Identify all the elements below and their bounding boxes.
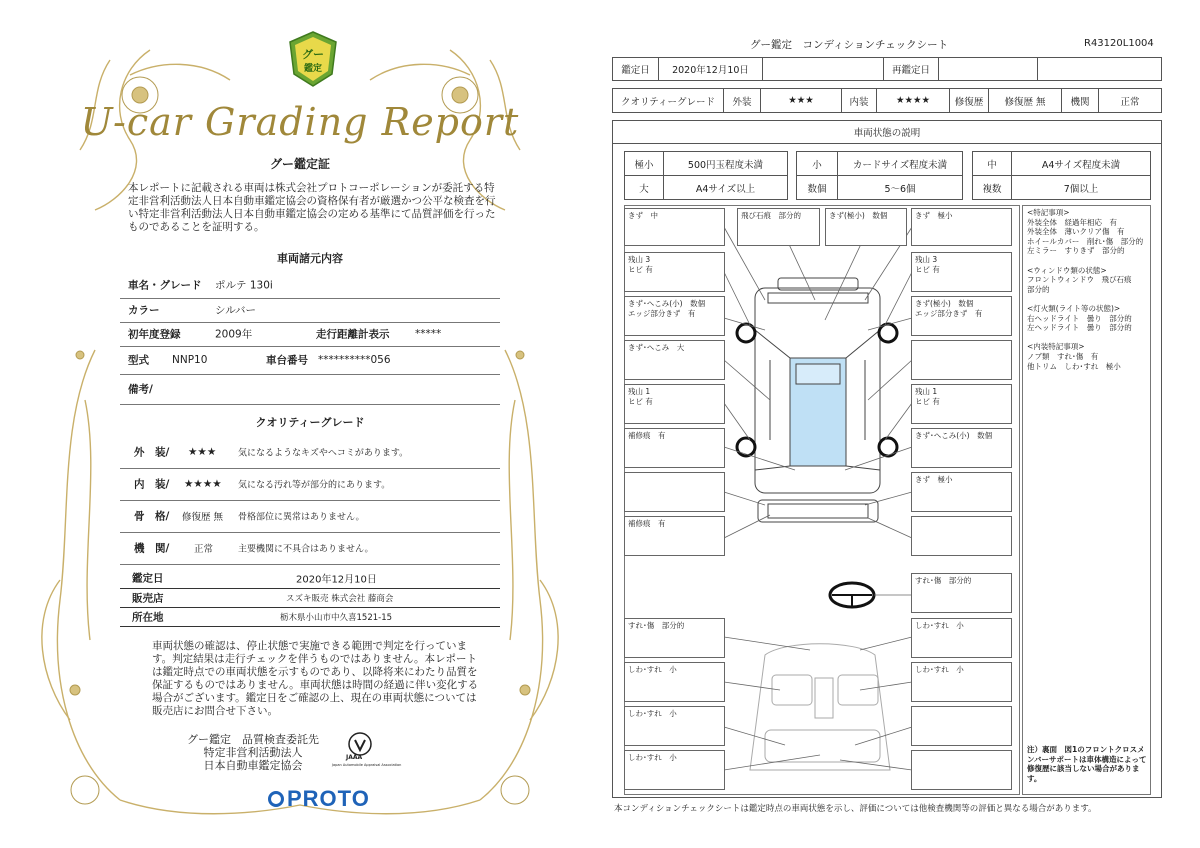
damage-box-right-6: きず 極小 <box>911 472 1012 512</box>
row-date <box>120 568 500 589</box>
damage-box-right-11 <box>911 706 1012 746</box>
color-value: シルバー <box>215 304 257 317</box>
row-engine <box>120 532 500 565</box>
damage-box-top-1: きず(極小) 数個 <box>825 208 907 246</box>
row-color <box>120 298 500 323</box>
goo-kantei-logo <box>286 30 340 88</box>
legend-key-3: 大 <box>624 175 664 200</box>
engine-label: 機 関/ <box>134 542 170 555</box>
damage-box-right-5: きず･へこみ(小) 数個 <box>911 428 1012 468</box>
year-value: 2009年 <box>215 328 253 341</box>
ext-value-cell: ★★★ <box>760 88 842 113</box>
damage-box-left-1: 残山 3 ヒビ 有 <box>624 252 725 292</box>
damage-box-right-12 <box>911 750 1012 790</box>
damage-box-left-3: きず･へこみ 大 <box>624 340 725 380</box>
interior-desc: 気になる汚れ等が部分的にあります。 <box>238 480 391 491</box>
model-value: ポルテ 130i <box>215 279 273 292</box>
type-label: 型式 <box>128 354 149 367</box>
quality-label-cell: クオリティーグレード <box>612 88 724 113</box>
chassis-value: **********056 <box>318 354 391 366</box>
damage-box-right-3 <box>911 340 1012 380</box>
report-title: U-car Grading Report <box>80 100 520 144</box>
damage-box-left-11: しわ･すれ 小 <box>624 750 725 790</box>
damage-box-left-0: きず 中 <box>624 208 725 246</box>
type-value: NNP10 <box>172 354 208 366</box>
quality-title: クオリティーグレード <box>255 416 365 429</box>
damage-box-left-4: 残山 1 ヒビ 有 <box>624 384 725 424</box>
chassis-label: 車台番号 <box>266 354 308 367</box>
footer-text: 車両状態の確認は、停止状態で実施できる範囲で判定を行っています。判定結果は走行チェックを伴うものではありません。本レポートは鑑定時点での車両状態を示すものであり、以降将来にわたり品質を保証するものではありません。車両状態は時間の経過に伴い変化する場合がございます。鑑定日をご確認の上、現在の車両状態については販売店にお問合せ下さい。 <box>152 640 479 717</box>
jaaa-text: JAAA <box>346 754 363 761</box>
damage-box-right-9: しわ･すれ 小 <box>911 618 1012 658</box>
remarks-label: 備考/ <box>128 383 153 396</box>
legend-key-4: 数個 <box>796 175 838 200</box>
row-year <box>120 322 500 347</box>
inspector-block <box>178 733 328 772</box>
interior-label: 内 装/ <box>134 478 170 491</box>
jaaa-sub: Japan Automobile Appraisal Association <box>332 763 402 767</box>
damage-box-right-1: 残山 3 ヒビ 有 <box>911 252 1012 292</box>
exterior-desc: 気になるようなキズやヘコミがあります。 <box>238 448 409 459</box>
int-value-cell: ★★★★ <box>876 88 950 113</box>
proto-mark-icon <box>268 791 284 807</box>
shop-value: スズキ販売 株式会社 藤商会 <box>286 593 394 604</box>
legend-key-2: 中 <box>972 151 1012 176</box>
frame-label: 骨 格/ <box>134 510 170 523</box>
damage-box-left-5: 補修痕 有 <box>624 428 725 468</box>
mileage-label: 走行距離計表示 <box>316 328 390 341</box>
jaaa-logo <box>332 730 402 780</box>
addr-value: 栃木県小山市中久喜1521-15 <box>280 612 393 623</box>
addr-label: 所在地 <box>132 611 164 623</box>
features-text: <特記事項> 外装全体 経過年相応 有 外装全体 薄いクリア傷 有 ホイールカバー 削れ･傷 部分的 左ミラー すりきず 部分的 <ウィンドウ類の状態> フロントウィンドウ 飛び石痕 部分的 <灯火類(ライト等の状態)> 右ヘッドライト 曇り 部分的 左ヘッドライト 曇り 部分的 <内装特記事項> ノブ類 すれ･傷 有 他トリム しわ･すれ 極小 <box>1027 208 1144 371</box>
color-label: カラー <box>128 304 160 317</box>
inspector-line-1: グー鑑定 品質検査委託先 <box>187 733 319 746</box>
svg-text:グー: グー <box>302 48 324 61</box>
row-frame <box>120 500 500 533</box>
features-note: 注）裏面 図1のフロントクロスメンバーサポートは車体構造によって修復歴に該当しない場合があります。 <box>1027 745 1147 783</box>
date-label: 鑑定日 <box>132 572 164 585</box>
engine-value: 正常 <box>194 544 214 555</box>
engine-label-cell: 機関 <box>1061 88 1099 113</box>
legend-key-1: 小 <box>796 151 838 176</box>
damage-box-left-6 <box>624 472 725 512</box>
legend-title: 車両状態の説明 <box>612 120 1162 144</box>
damage-box-left-8: すれ･傷 部分的 <box>624 618 725 658</box>
repair-value-cell: 修復歴 無 <box>988 88 1062 113</box>
damage-box-right-0: きず 極小 <box>911 208 1012 246</box>
damage-box-top-0: 飛び石痕 部分的 <box>737 208 820 246</box>
sheet-title: グー鑑定 コンディションチェックシート <box>750 39 949 51</box>
exterior-stars: ★★★ <box>188 446 217 458</box>
row-remarks <box>120 374 500 405</box>
intro-text: 本レポートに記載される車両は株式会社プロトコーポレーションが委託する特定非営利活動法人日本自動車鑑定協会の資格保有者が厳選かつ公平な検査を行い特定非営利活動法人日本自動車鑑定協会の定める基準にて品質評価を行ったものであることを証明する。 <box>128 182 496 233</box>
int-label-cell: 内装 <box>841 88 877 113</box>
row-addr <box>120 607 500 627</box>
sheet-code: R43120L1004 <box>1084 38 1154 49</box>
damage-box-right-4: 残山 1 ヒビ 有 <box>911 384 1012 424</box>
row-interior <box>120 468 500 501</box>
spec-title: 車両諸元内容 <box>277 252 343 265</box>
redate-label-cell: 再鑑定日 <box>883 57 939 81</box>
date-value: 2020年12月10日 <box>296 574 377 586</box>
proto-logo <box>268 786 370 812</box>
svg-text:鑑定: 鑑定 <box>303 64 323 74</box>
row-shop <box>120 588 500 608</box>
interior-stars: ★★★★ <box>184 478 222 490</box>
legend-val-4: 5〜6個 <box>837 175 963 200</box>
proto-text: PROTO <box>287 786 370 811</box>
damage-box-right-2: きず(極小) 数個 エッジ部分きず 有 <box>911 296 1012 336</box>
legend-val-1: カードサイズ程度未満 <box>837 151 963 176</box>
date-value-cell: 2020年12月10日 <box>658 57 763 81</box>
engine-value-cell: 正常 <box>1098 88 1162 113</box>
report-subtitle: グー鑑定証 <box>269 157 330 171</box>
damage-box-left-7: 補修痕 有 <box>624 516 725 556</box>
legend-val-0: 500円玉程度未満 <box>663 151 788 176</box>
mileage-value: ***** <box>415 328 442 340</box>
legend-key-0: 極小 <box>624 151 664 176</box>
year-label: 初年度登録 <box>128 328 181 341</box>
engine-desc: 主要機関に不具合はありません。 <box>238 544 374 555</box>
frame-desc: 骨格部位に異常はありません。 <box>238 512 365 523</box>
date-label-cell: 鑑定日 <box>612 57 659 81</box>
ext-label-cell: 外装 <box>723 88 761 113</box>
damage-box-left-9: しわ･すれ 小 <box>624 662 725 702</box>
model-label: 車名・グレード <box>128 279 202 292</box>
damage-box-left-2: きず･へこみ(小) 数個 エッジ部分きず 有 <box>624 296 725 336</box>
damage-box-right-8: すれ･傷 部分的 <box>911 573 1012 613</box>
legend-val-2: A4サイズ程度未満 <box>1011 151 1151 176</box>
inspector-line-2: 特定非営利活動法人 <box>203 746 303 759</box>
inspector-line-3: 日本自動車鑑定協会 <box>203 759 303 772</box>
sheet-footer: 本コンディションチェックシートは鑑定時点の車両状態を示し、評価については他検査機関等の評価と異なる場合があります。 <box>614 804 1097 814</box>
damage-box-right-10: しわ･すれ 小 <box>911 662 1012 702</box>
row-type <box>120 346 500 375</box>
legend-val-3: A4サイズ以上 <box>663 175 788 200</box>
repair-label-cell: 修復歴 <box>949 88 989 113</box>
condition-check-sheet <box>600 0 1200 848</box>
damage-box-right-7 <box>911 516 1012 556</box>
damage-box-left-10: しわ･すれ 小 <box>624 706 725 746</box>
row-exterior <box>120 436 500 469</box>
frame-value: 修復歴 無 <box>182 512 224 523</box>
exterior-label: 外 装/ <box>134 446 170 459</box>
legend-key-5: 複数 <box>972 175 1012 200</box>
shop-label: 販売店 <box>132 592 164 604</box>
row-model <box>120 272 500 299</box>
legend-val-5: 7個以上 <box>1011 175 1151 200</box>
